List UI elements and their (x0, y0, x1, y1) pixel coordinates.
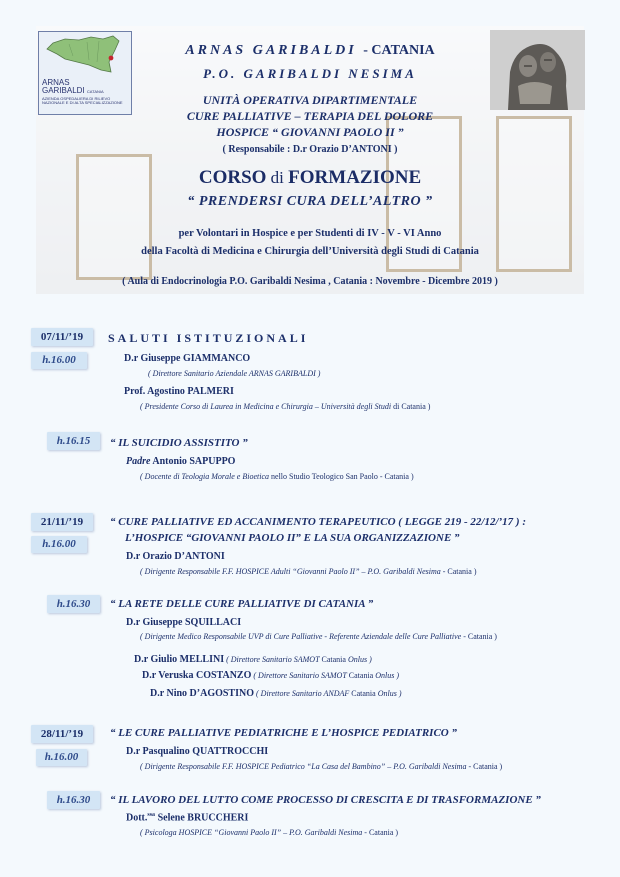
unit-line-1: UNITÀ OPERATIVA DIPARTIMENTALE (202, 93, 418, 107)
speaker-role: ( Docente di Teologia Morale e Bioetica nello Studio Teologico San Paolo - Catania ) (140, 472, 414, 481)
speaker-line: D.r Nino D’AGOSTINO ( Direttore Sanitario ANDAF Catania Onlus ) (150, 688, 402, 699)
session-title-cont: L’HOSPICE “GIOVANNI PAOLO II” E LA SUA ORGANIZZAZIONE ” (125, 532, 460, 544)
speaker-role: ( Psicologa HOSPICE “Giovanni Paolo II” – P.O. Garibaldi Nesima - Catania ) (140, 828, 399, 837)
date-badge: 21/11/’19 (31, 513, 93, 531)
time-badge: h.16.15 (47, 432, 100, 450)
time-badge: h.16.00 (36, 749, 87, 766)
unit-line-3: HOSPICE “ GIOVANNI PAOLO II ” (216, 125, 404, 139)
speaker-name: D.r Giuseppe SQUILLACI (126, 617, 242, 628)
time-badge: h.16.00 (31, 536, 87, 553)
speaker-line: D.r Giulio MELLINI ( Direttore Sanitario SAMOT Catania Onlus ) (134, 654, 372, 665)
session-title: “ LE CURE PALLIATIVE PEDIATRICHE E L’HOSPICE PEDIATRICO ” (110, 727, 457, 739)
logo-line-arnas: ARNAS (42, 78, 70, 87)
speaker-name: D.r Orazio D’ANTONI (126, 551, 225, 562)
venue-line: ( Aula di Endocrinologia P.O. Garibaldi Nesima , Catania : Novembre - Dicembre 2019 ) (122, 276, 498, 287)
speaker-name: D.r Giuseppe GIAMMANCO (124, 353, 251, 364)
hospital-title: P.O. GARIBALDI NESIMA (203, 66, 417, 81)
date-badge: 28/11/’19 (31, 725, 93, 743)
logo-line-azienda: AZIENDA OSPEDALIERA DI RILIEVO NAZIONALE E DI ALTA SPECIALIZZAZIONE (42, 96, 123, 105)
course-title: CORSO di FORMAZIONE (198, 167, 422, 188)
session-title: SALUTI ISTITUZIONALI (108, 331, 309, 345)
time-badge: h.16.30 (47, 791, 100, 809)
speaker-role: ( Dirigente Responsabile F.F. HOSPICE Adulti “Giovanni Paolo II” – P.O. Garibaldi Nesima - Catania ) (140, 567, 477, 576)
audience-line-1: per Volontari in Hospice e per Studenti di IV - V - VI Anno (178, 228, 442, 239)
speaker-name: Dott.$^{ssa}$ Selene BRUCCHERI (126, 812, 249, 824)
speaker-role: ( Dirigente Medico Responsabile UVP di Cure Palliative - Referente Aziendale delle Cure Palliative - Catania ) (140, 632, 497, 641)
session-title: “ CURE PALLIATIVE ED ACCANIMENTO TERAPEUTICO ( LEGGE 219 - 22/12/’17 ) : (110, 516, 527, 528)
speaker-role: ( Direttore Sanitario Aziendale ARNAS GARIBALDI ) (148, 369, 321, 378)
time-badge: h.16.00 (31, 352, 87, 369)
speaker-name: D.r Pasqualino QUATTROCCHI (126, 746, 269, 757)
talk-title: “ IL LAVORO DEL LUTTO COME PROCESSO DI CRESCITA E DI TRASFORMAZIONE ” (110, 794, 541, 806)
time-badge: h.16.30 (47, 595, 100, 613)
talk-title: “ IL SUICIDIO ASSISTITO ” (110, 437, 248, 449)
speaker-role: ( Presidente Corso di Laurea in Medicina e Chirurgia – Università degli Studi di Catania ) (140, 402, 431, 411)
audience-line-2: della Facoltà di Medicina e Chirurgia dell’Università degli Studi di Catania (141, 246, 479, 257)
responsabile-line: ( Responsabile : D.r Orazio D’ANTONI ) (222, 144, 398, 155)
speaker-name: Prof. Agostino PALMERI (124, 386, 234, 397)
logo-line-garibaldi: GARIBALDI CATANIA (42, 86, 104, 95)
speaker-role: ( Dirigente Responsabile F.F. HOSPICE Pediatrico “La Casa del Bambino” – P.O. Garibaldi Nesima - Catania ) (140, 762, 503, 771)
institution-title: ARNAS GARIBALDI - CATANIA (185, 43, 435, 58)
speaker-line: D.r Veruska COSTANZO ( Direttore Sanitario SAMOT Catania Onlus ) (142, 670, 400, 681)
talk-title: “ LA RETE DELLE CURE PALLIATIVE DI CATANIA ” (110, 598, 374, 610)
date-badge: 07/11/’19 (31, 328, 93, 346)
speaker-name: Padre Antonio SAPUPPO (126, 456, 236, 467)
unit-line-2: CURE PALLIATIVE – TERAPIA DEL DOLORE (186, 109, 434, 123)
course-subtitle: “ PRENDERSI CURA DELL’ALTRO ” (187, 194, 433, 209)
